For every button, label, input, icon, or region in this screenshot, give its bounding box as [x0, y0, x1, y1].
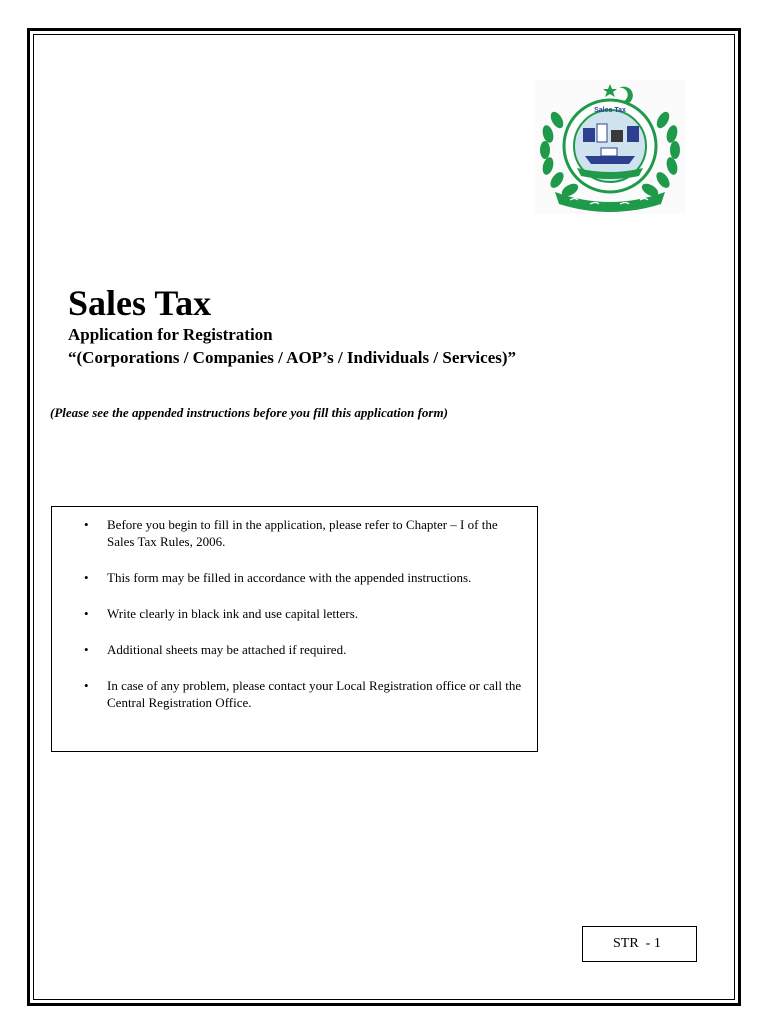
svg-text:Sales Tax: Sales Tax: [594, 107, 626, 114]
document-subtitle-categories: “(Corporations / Companies / AOP’s / Individuals / Services)”: [68, 348, 517, 367]
instruction-text: This form may be filled in accordance with the appended instructions.: [107, 570, 472, 585]
form-code: STR - 1: [582, 926, 697, 962]
sales-tax-emblem-icon: [535, 80, 685, 214]
list-item: [52, 516, 537, 550]
bullet-icon: •: [84, 517, 89, 532]
bullet-icon: •: [84, 678, 89, 693]
instructions-note: (Please see the appended instructions before you fill this application form): [50, 405, 448, 420]
bullet-icon: •: [84, 570, 89, 585]
list-item: [52, 569, 537, 586]
bullet-icon: •: [84, 642, 89, 657]
document-subtitle: Application for Registration: [68, 325, 273, 344]
bullet-icon: •: [84, 606, 89, 621]
document-title: Sales Tax: [68, 283, 212, 323]
list-item: [52, 641, 537, 658]
list-item: [52, 605, 537, 622]
instruction-text: In case of any problem, please contact your Local Registration office or call the Central Registration Office.: [107, 678, 522, 710]
list-item: [52, 677, 537, 711]
instructions-list: [52, 516, 537, 730]
instruction-text: Write clearly in black ink and use capital letters.: [107, 606, 359, 621]
instructions-box: [51, 506, 538, 752]
instruction-text: Before you begin to fill in the application, please refer to Chapter – I of the Sales Tax Rules, 2006.: [107, 517, 498, 549]
instruction-text: Additional sheets may be attached if required.: [107, 642, 347, 657]
